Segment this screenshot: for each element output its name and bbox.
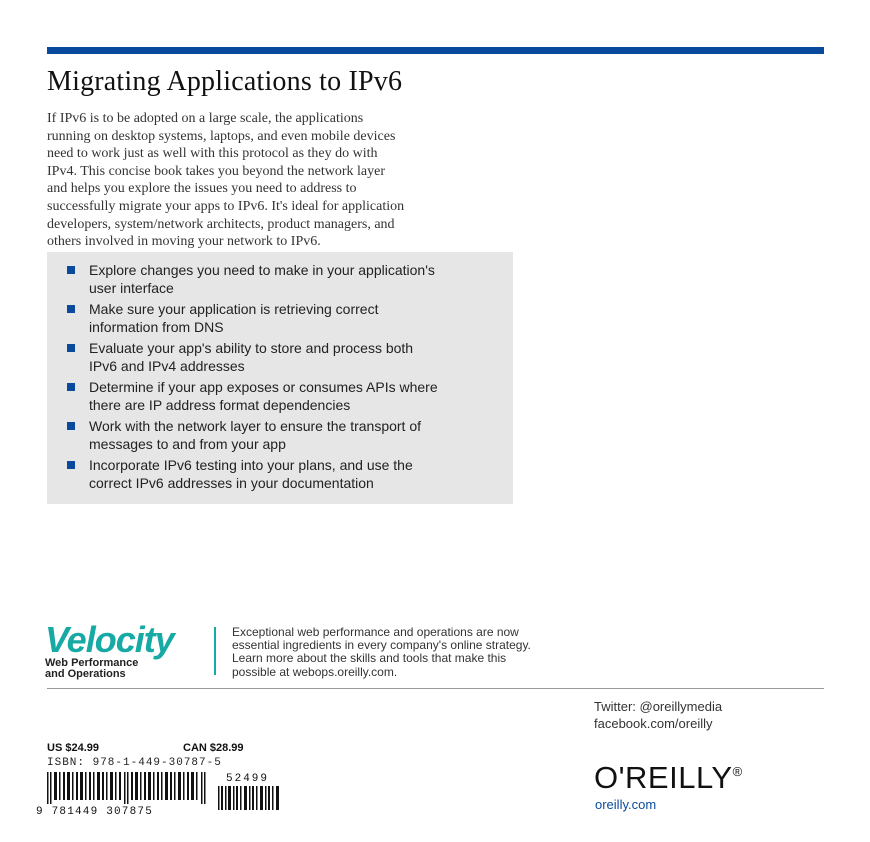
bullet-square-icon [67, 305, 75, 313]
isbn-text: ISBN: 978-1-449-30787-5 [47, 757, 222, 769]
description-line: and helps you explore the issues you need to address to [47, 181, 357, 197]
feature-line: Make sure your application is retrieving correct [89, 301, 379, 317]
description-line: If IPv6 is to be adopted on a large scale, the applications [47, 111, 364, 126]
description-line: IPv4. This concise book takes you beyond the network layer [47, 163, 386, 179]
facebook-link[interactable]: facebook.com/oreilly [594, 716, 713, 731]
feature-item [65, 300, 438, 336]
velocity-divider [214, 627, 216, 675]
feature-line: Incorporate IPv6 testing into your plans, and use the [89, 457, 413, 473]
section-divider [47, 688, 824, 689]
bullet-square-icon [67, 461, 75, 469]
velocity-logo-subtitle: and Operations [45, 668, 126, 680]
bullet-square-icon [67, 383, 75, 391]
feature-item [65, 339, 438, 375]
book-title: Migrating Applications to IPv6 [47, 66, 403, 97]
barcode-digits: 9 781449 307875 [36, 806, 154, 818]
velocity-line: possible at webops.oreilly.com. [232, 664, 398, 679]
velocity-logo-word: Velocity [45, 619, 174, 660]
velocity-blurb [232, 626, 531, 679]
oreilly-logo-text: O'REILLY [594, 760, 733, 795]
barcode-addon [218, 786, 280, 810]
feature-line: user interface [89, 280, 174, 296]
feature-item [65, 378, 438, 414]
barcode-main [47, 772, 207, 804]
barcode-addon-digits: 52499 [226, 773, 270, 785]
top-accent-bar [47, 47, 824, 54]
feature-item [65, 456, 438, 492]
feature-line: there are IP address format dependencies [89, 397, 351, 413]
oreilly-url[interactable]: oreilly.com [595, 797, 657, 812]
velocity-line: Exceptional web performance and operations are now [232, 625, 519, 639]
book-description [47, 110, 517, 251]
twitter-handle[interactable]: Twitter: @oreillymedia [594, 699, 723, 714]
description-line: others involved in moving your network to IPv6. [47, 234, 321, 250]
feature-line: correct IPv6 addresses in your documentation [89, 475, 374, 491]
registered-mark: ® [732, 764, 743, 779]
feature-list-box [47, 252, 513, 504]
velocity-line: Learn more about the skills and tools that make this [232, 651, 507, 666]
velocity-line: essential ingredients in every company's online strategy. [232, 638, 531, 653]
description-line: developers, system/network architects, product managers, and [47, 216, 395, 232]
price-block [47, 742, 244, 754]
can-price: CAN $28.99 [183, 742, 244, 754]
description-line: successfully migrate your apps to IPv6. It's ideal for application [47, 198, 405, 214]
social-links [594, 698, 722, 732]
feature-line: messages to and from your app [89, 436, 286, 452]
us-price: US $24.99 [47, 742, 99, 754]
feature-item [65, 261, 438, 297]
bullet-square-icon [67, 266, 75, 274]
feature-list [65, 261, 438, 495]
bullet-square-icon [67, 422, 75, 430]
feature-line: information from DNS [89, 319, 224, 335]
feature-line: Work with the network layer to ensure the transport of [89, 418, 422, 434]
feature-line: Evaluate your app's ability to store and process both [89, 340, 414, 356]
feature-line: Determine if your app exposes or consumes APIs where [89, 379, 438, 395]
velocity-logo [45, 619, 210, 680]
description-line: running on desktop systems, laptops, and even mobile devices [47, 128, 396, 144]
oreilly-logo [594, 760, 743, 796]
velocity-logo-subtitle: Web Performance [45, 657, 139, 669]
description-line: need to work just as well with this protocol as they do with [47, 146, 378, 162]
feature-line: Explore changes you need to make in your application's [89, 262, 435, 278]
feature-line: IPv6 and IPv4 addresses [89, 358, 245, 374]
feature-item [65, 417, 438, 453]
bullet-square-icon [67, 344, 75, 352]
